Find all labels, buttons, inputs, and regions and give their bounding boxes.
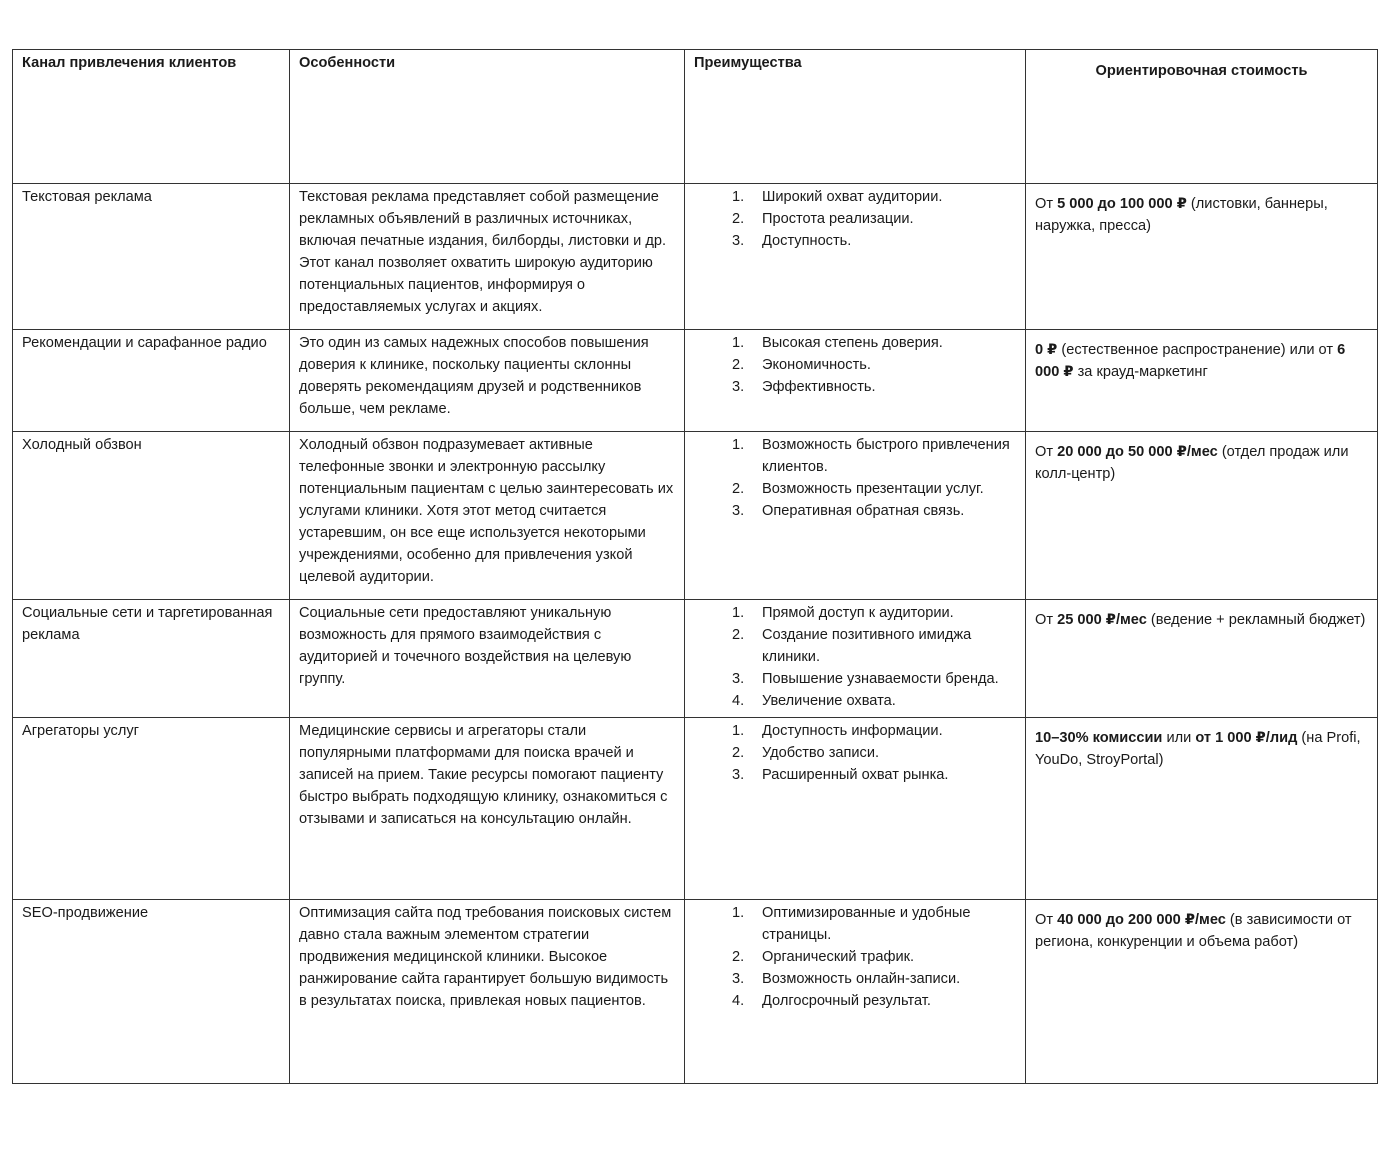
channel-cell: Социальные сети и таргетированная реклама <box>13 600 290 718</box>
list-item: 3. Повышение узнаваемости бренда. <box>732 671 999 687</box>
features-cell: Текстовая реклама представляет собой размещение рекламных объявлений в различных источниках, включая печатные издания, билборды, листовки и др. Этот канал позволяет охватить широкую аудиторию потенциальных пациентов, информируя о предоставляемых услугах и акциях. <box>290 184 685 330</box>
list-item: 1. Широкий охват аудитории. <box>732 189 943 205</box>
advantages-cell <box>685 900 1026 1084</box>
list-item: 4. Долгосрочный результат. <box>732 993 931 1009</box>
list-item: 3. Расширенный охват рынка. <box>732 767 949 783</box>
header-features: Особенности <box>290 50 685 184</box>
features-cell: Оптимизация сайта под требования поисковых систем давно стала важным элементом стратегии продвижения медицинской клиники. Высокое ранжирование сайта гарантирует большую видимость в результатах поиска, привлекая новых пациентов. <box>290 900 685 1084</box>
advantages-list <box>694 332 1016 398</box>
list-item: 1. Доступность информации. <box>732 723 943 739</box>
header-cost: Ориентировочная стоимость <box>1026 50 1378 184</box>
list-item: 3. Эффективность. <box>732 379 876 395</box>
list-item: 1. Высокая степень доверия. <box>732 335 943 351</box>
advantages-list <box>694 602 1016 712</box>
list-item: 1. Прямой доступ к аудитории. <box>732 605 954 621</box>
table-header-row <box>13 50 1378 184</box>
list-item: 2. Экономичность. <box>732 357 871 373</box>
channel-cell: Рекомендации и сарафанное радио <box>13 330 290 432</box>
header-channel: Канал привлечения клиентов <box>13 50 290 184</box>
channel-cell: Холодный обзвон <box>13 432 290 600</box>
advantages-cell <box>685 184 1026 330</box>
advantages-cell <box>685 330 1026 432</box>
channel-cell: Агрегаторы услуг <box>13 718 290 900</box>
list-item: 4. Увеличение охвата. <box>732 693 896 709</box>
table-row <box>13 900 1378 1084</box>
table-row <box>13 718 1378 900</box>
list-item: 2. Возможность презентации услуг. <box>732 481 984 497</box>
table-row <box>13 432 1378 600</box>
table-row <box>13 184 1378 330</box>
cost-cell: 0 ₽ (естественное распространение) или от 6 000 ₽ за крауд-маркетинг <box>1026 330 1378 432</box>
features-cell: Холодный обзвон подразумевает активные телефонные звонки и электронную рассылку потенциальным пациентам с целью заинтересовать их услугами клиники. Хотя этот метод считается устаревшим, он все еще используется некоторыми учреждениями, особенно для привлечения узкой целевой аудитории. <box>290 432 685 600</box>
cost-cell: От 20 000 до 50 000 ₽/мес (отдел продаж или колл-центр) <box>1026 432 1378 600</box>
table-row <box>13 330 1378 432</box>
cost-cell: От 25 000 ₽/мес (ведение + рекламный бюджет) <box>1026 600 1378 718</box>
advantages-cell <box>685 432 1026 600</box>
list-item: 2. Органический трафик. <box>732 949 915 965</box>
advantages-list <box>694 186 1016 252</box>
features-cell: Социальные сети предоставляют уникальную возможность для прямого взаимодействия с аудиторией и точечного воздействия на целевую группу. <box>290 600 685 718</box>
channel-cell: Текстовая реклама <box>13 184 290 330</box>
cost-cell: 10–30% комиссии или от 1 000 ₽/лид (на Profi, YouDo, StroyPortal) <box>1026 718 1378 900</box>
list-item: 2. Простота реализации. <box>732 211 914 227</box>
advantages-list <box>694 902 1016 1012</box>
features-cell: Это один из самых надежных способов повышения доверия к клинике, поскольку пациенты склонны доверять рекомендациям друзей и родственников больше, чем рекламе. <box>290 330 685 432</box>
cost-cell: От 5 000 до 100 000 ₽ (листовки, баннеры, наружка, пресса) <box>1026 184 1378 330</box>
features-cell: Медицинские сервисы и агрегаторы стали популярными платформами для поиска врачей и записей на прием. Такие ресурсы помогают пациенту быстро выбрать подходящую клинику, ознакомиться с отзывами и записаться на консультацию онлайн. <box>290 718 685 900</box>
channels-table <box>12 49 1378 1084</box>
list-item: 2. Удобство записи. <box>732 745 880 761</box>
advantages-cell <box>685 718 1026 900</box>
header-advantages: Преимущества <box>685 50 1026 184</box>
list-item: 1. Возможность быстрого привлечения клиентов. <box>732 437 1010 475</box>
list-item: 3. Возможность онлайн-записи. <box>732 971 961 987</box>
advantages-list <box>694 434 1016 522</box>
advantages-cell <box>685 600 1026 718</box>
table-row <box>13 600 1378 718</box>
advantages-list <box>694 720 1016 786</box>
cost-cell: От 40 000 до 200 000 ₽/мес (в зависимости от региона, конкуренции и объема работ) <box>1026 900 1378 1084</box>
channel-cell: SEO-продвижение <box>13 900 290 1084</box>
list-item: 1. Оптимизированные и удобные страницы. <box>732 905 971 943</box>
list-item: 2. Создание позитивного имиджа клиники. <box>732 627 972 665</box>
list-item: 3. Доступность. <box>732 233 852 249</box>
list-item: 3. Оперативная обратная связь. <box>732 503 965 519</box>
